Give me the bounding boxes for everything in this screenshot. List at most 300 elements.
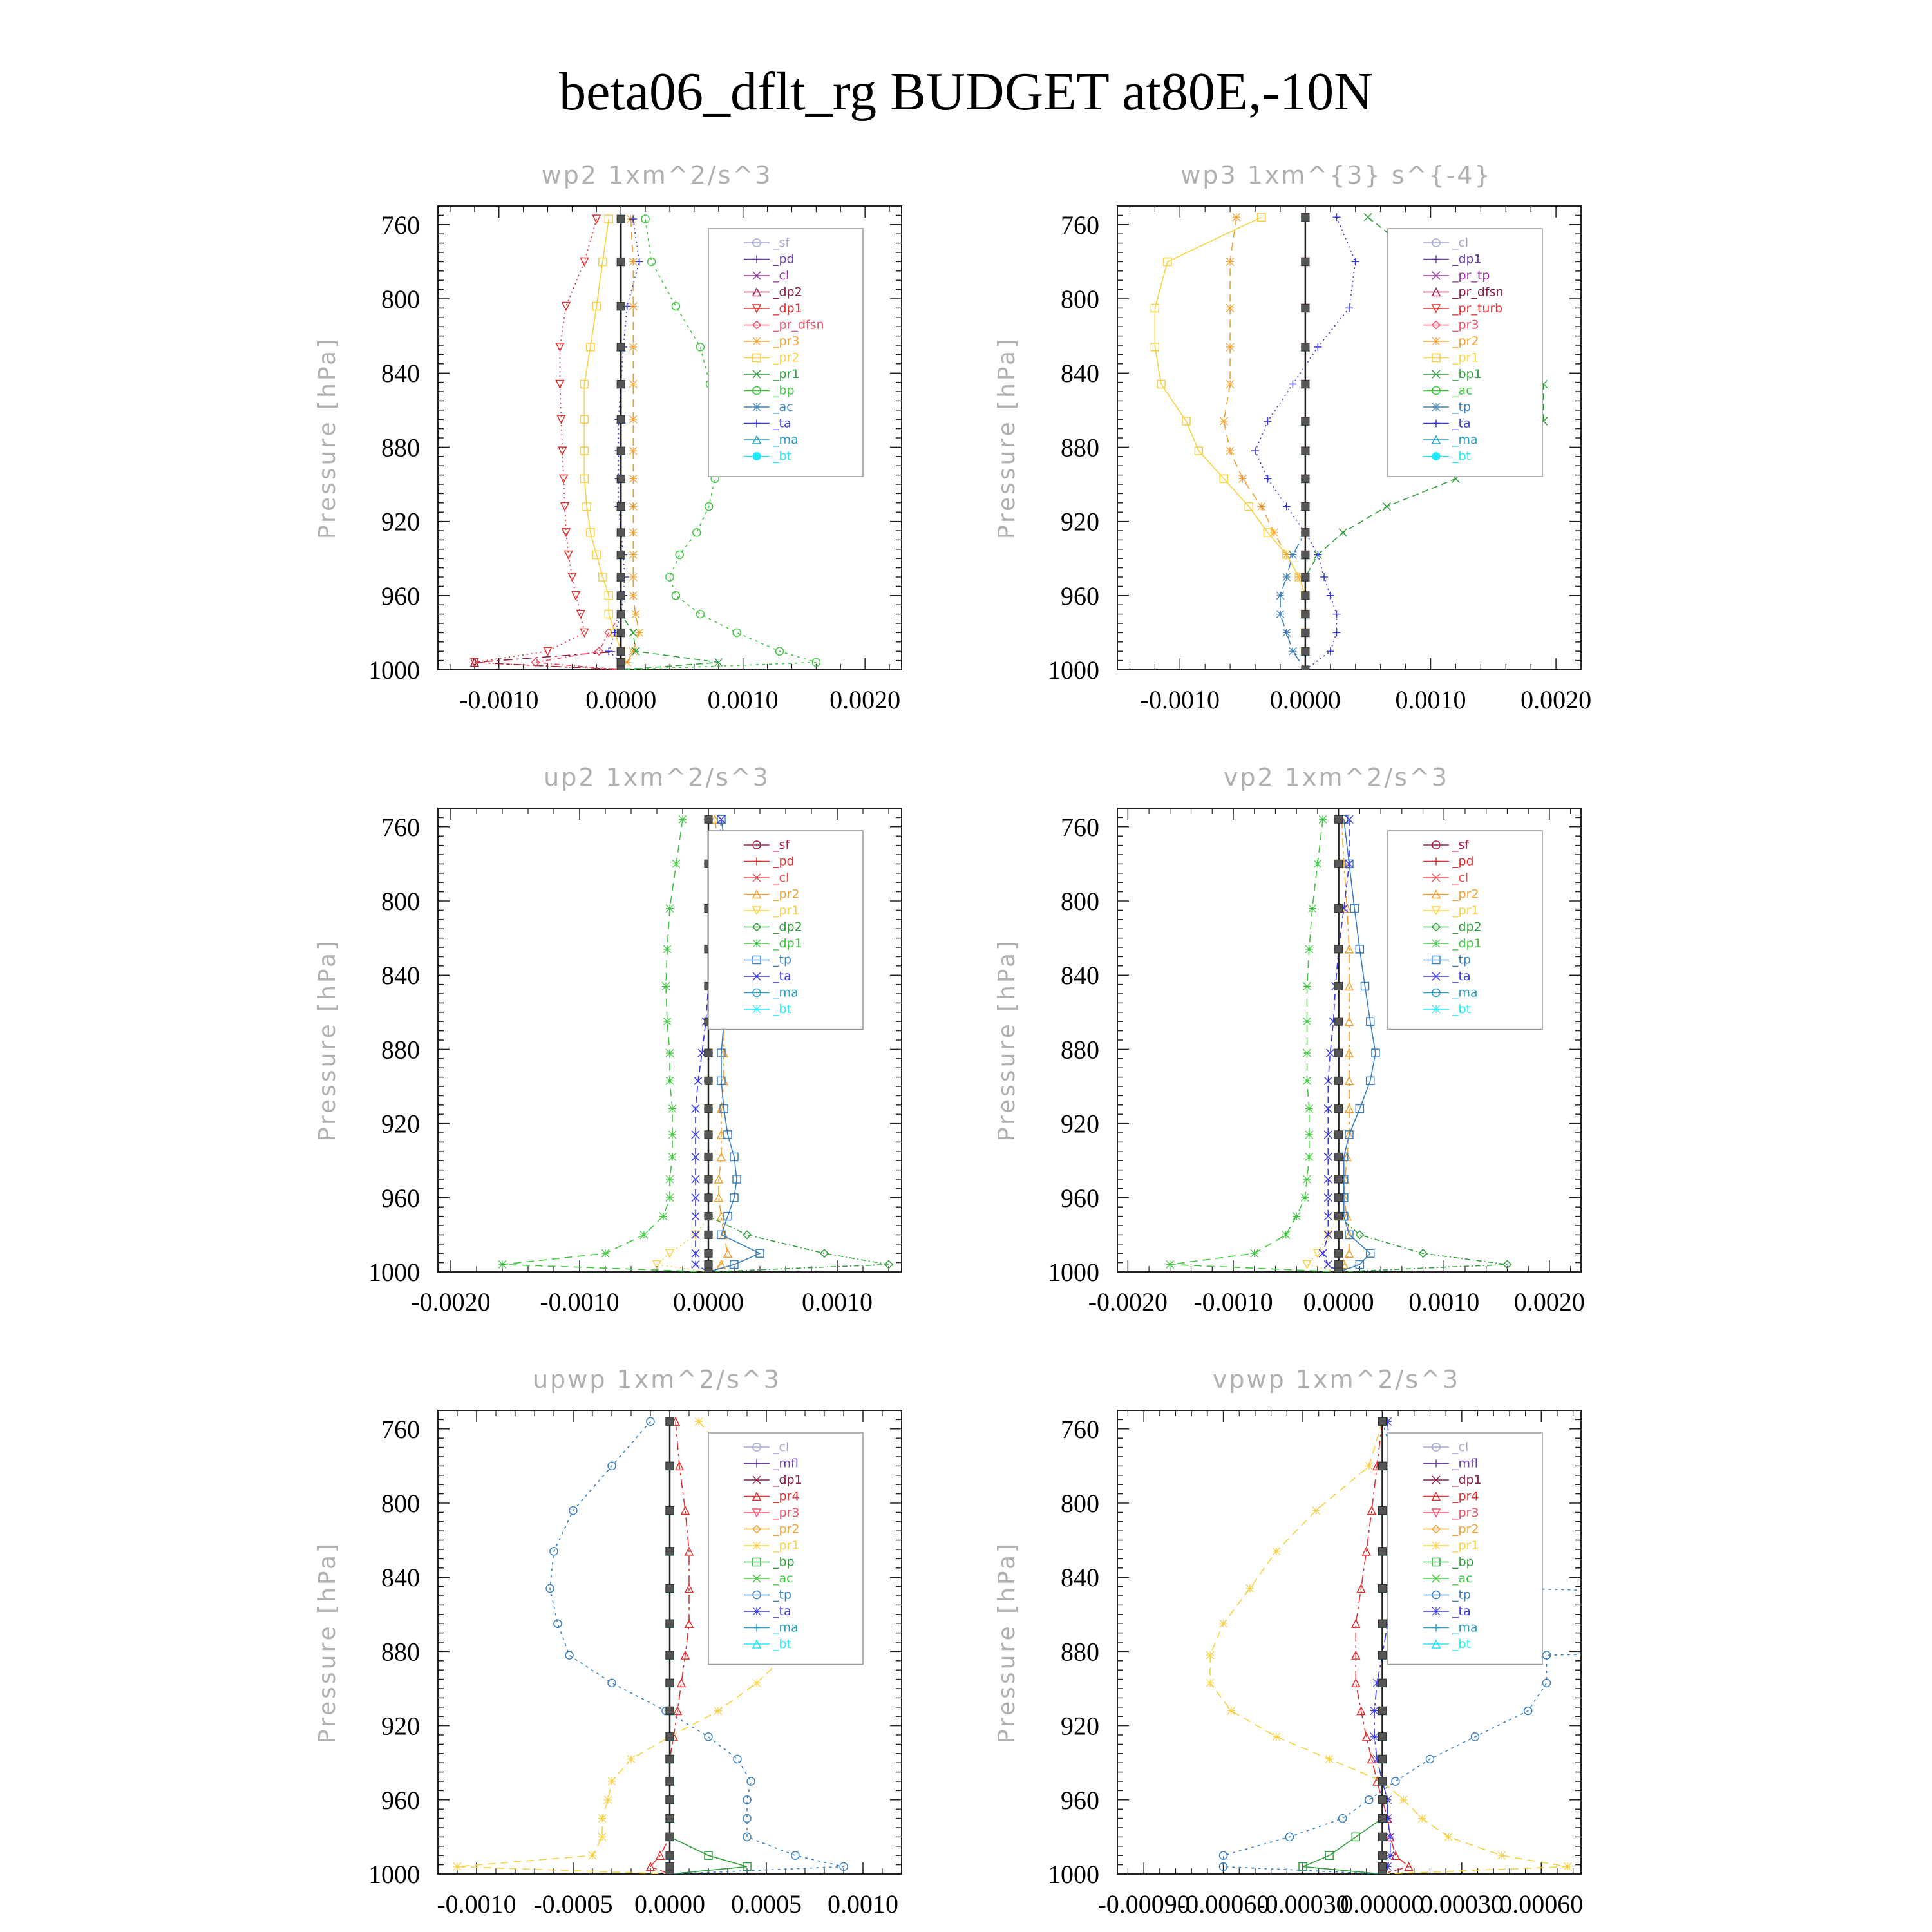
- x-tick-label: 0.0000: [634, 1889, 705, 1918]
- data-point: [672, 303, 679, 310]
- zero-line-marker: [666, 1417, 674, 1425]
- data-point: [1333, 213, 1341, 221]
- data-point: [453, 1862, 461, 1870]
- legend-label: _cl: [773, 269, 790, 283]
- zero-line-marker: [1302, 380, 1309, 388]
- legend-label: _dp2: [773, 285, 802, 299]
- zero-line-marker: [617, 573, 625, 581]
- y-tick-label: 1000: [1048, 656, 1099, 685]
- data-point: [1166, 1260, 1174, 1268]
- x-tick-label: 0.00060: [1499, 1889, 1584, 1918]
- data-point: [1283, 503, 1291, 511]
- zero-line-marker: [617, 611, 625, 618]
- data-point: [1227, 1707, 1235, 1715]
- zero-line-marker: [1378, 1707, 1386, 1715]
- data-point: [565, 1651, 573, 1659]
- y-axis-label: Pressure [hPa]: [314, 336, 341, 540]
- zero-line-marker: [1378, 1862, 1386, 1870]
- legend: [708, 831, 863, 1030]
- data-point: [1370, 1707, 1378, 1715]
- legend-label: _bp1: [1452, 367, 1482, 381]
- data-point: [1365, 1462, 1373, 1470]
- zero-line-marker: [666, 1852, 674, 1859]
- series-line-tp: [1224, 1421, 1932, 1874]
- zero-line-marker: [705, 1260, 712, 1268]
- zero-line-marker: [1302, 304, 1309, 312]
- y-tick-label: 800: [1061, 1489, 1099, 1518]
- legend-label: _ac: [1452, 383, 1473, 398]
- data-point: [1325, 1755, 1333, 1763]
- zero-line-marker: [666, 1733, 674, 1741]
- series-line-pr2: [584, 219, 621, 670]
- data-point: [1312, 1507, 1320, 1515]
- legend-marker: [1432, 940, 1440, 947]
- data-point: [629, 343, 637, 351]
- zero-line-marker: [1335, 1018, 1343, 1025]
- legend-label: _mfl: [773, 1456, 799, 1471]
- y-axis-label: Pressure [hPa]: [314, 938, 341, 1142]
- x-tick-label: 0.0010: [707, 685, 779, 714]
- x-tick-label: 0.0010: [802, 1287, 873, 1316]
- legend-label: _ta: [773, 969, 791, 983]
- legend-label: _bt: [773, 449, 792, 464]
- data-point: [715, 1175, 723, 1183]
- data-point: [714, 1707, 722, 1715]
- zero-line-marker: [617, 447, 625, 455]
- zero-line-marker: [1335, 1213, 1343, 1220]
- data-point: [647, 1417, 654, 1425]
- y-tick-label: 920: [381, 507, 420, 536]
- legend-label: _tp: [1452, 1587, 1472, 1602]
- panel-title: wp3 1xm^{3} s^{-4}: [1180, 161, 1492, 189]
- legend-label: _ma: [1452, 985, 1478, 1000]
- zero-line-marker: [666, 1862, 674, 1870]
- data-point: [629, 503, 637, 511]
- data-point: [668, 1131, 676, 1139]
- x-tick-label: 0.0000: [1269, 685, 1341, 714]
- y-tick-label: 880: [1061, 433, 1099, 462]
- panel-title: vp2 1xm^2/s^3: [1223, 763, 1450, 791]
- zero-line-marker: [1335, 905, 1343, 913]
- data-point: [662, 982, 670, 990]
- legend-label: _ta: [1452, 969, 1471, 983]
- data-point: [1319, 815, 1327, 823]
- data-point: [580, 258, 588, 265]
- legend-marker: [753, 1607, 761, 1615]
- data-point: [1364, 213, 1372, 221]
- y-tick-label: 880: [1061, 1035, 1099, 1065]
- data-point: [608, 1679, 616, 1687]
- data-point: [641, 215, 649, 223]
- zero-line-marker: [1335, 860, 1343, 867]
- zero-line-marker: [1335, 1105, 1343, 1113]
- data-point: [1339, 529, 1347, 536]
- legend-label: _bp: [773, 383, 795, 398]
- legend-marker: [1432, 1005, 1440, 1013]
- panel-5: [314, 1365, 902, 1918]
- legend-label: _pr1: [773, 904, 800, 918]
- panel-title: wp2 1xm^2/s^3: [541, 161, 773, 189]
- legend-label: _dp1: [1452, 252, 1482, 267]
- series-line-pr1: [657, 819, 708, 1272]
- y-tick-label: 920: [1061, 1109, 1099, 1139]
- legend-marker: [753, 940, 761, 947]
- x-tick-label: -0.0010: [1193, 1287, 1273, 1316]
- zero-line-marker: [1302, 343, 1309, 351]
- zero-line-marker: [1378, 1651, 1386, 1659]
- legend-label: _pr2: [1452, 1522, 1479, 1537]
- legend-label: _cl: [773, 871, 790, 885]
- data-point: [724, 1249, 732, 1257]
- panel-1: [314, 161, 902, 714]
- y-tick-label: 800: [381, 887, 420, 916]
- zero-line-marker: [705, 1231, 712, 1238]
- data-point: [1273, 1548, 1280, 1555]
- zero-line-marker: [666, 1815, 674, 1823]
- data-point: [629, 573, 637, 581]
- zero-line-marker: [705, 1131, 712, 1139]
- data-point: [1289, 647, 1296, 655]
- zero-line-marker: [666, 1796, 674, 1804]
- y-axis-label: Pressure [hPa]: [314, 1540, 341, 1744]
- legend-marker: [1432, 453, 1440, 460]
- legend-marker: [1432, 1542, 1440, 1549]
- legend-label: _pr1: [1452, 904, 1479, 918]
- x-tick-label: -0.00030: [1256, 1889, 1349, 1918]
- zero-line-marker: [1335, 945, 1343, 953]
- y-tick-label: 840: [1061, 359, 1099, 388]
- legend-marker: [753, 453, 761, 460]
- legend-label: _cl: [1452, 1440, 1469, 1454]
- y-tick-label: 960: [1061, 1183, 1099, 1213]
- data-point: [668, 1153, 676, 1160]
- zero-line-marker: [666, 1584, 674, 1592]
- y-tick-label: 960: [1061, 1785, 1099, 1815]
- x-tick-label: 0.0010: [828, 1889, 898, 1918]
- x-tick-label: 0.0020: [1513, 1287, 1585, 1316]
- zero-line-marker: [1335, 1231, 1343, 1238]
- y-tick-label: 760: [1061, 812, 1099, 842]
- data-point: [734, 1755, 741, 1763]
- legend-marker: [753, 1542, 761, 1549]
- data-point: [629, 475, 637, 482]
- zero-line-marker: [705, 1213, 712, 1220]
- data-point: [629, 529, 637, 536]
- data-point: [1305, 1131, 1313, 1139]
- series-line-ta: [609, 219, 639, 670]
- series-line-bp: [1303, 1421, 1382, 1874]
- data-point: [1418, 1815, 1426, 1823]
- legend-label: _ac: [773, 1571, 793, 1586]
- x-tick-label: 0.0000: [673, 1287, 744, 1316]
- y-tick-label: 920: [1061, 507, 1099, 536]
- legend-label: _ac: [773, 400, 793, 414]
- data-point: [695, 1417, 703, 1425]
- zero-line-marker: [617, 503, 625, 511]
- zero-line-marker: [1302, 592, 1309, 600]
- data-point: [1303, 1077, 1311, 1084]
- legend-label: _dp2: [1452, 920, 1482, 934]
- zero-line-marker: [1378, 1755, 1386, 1763]
- data-point: [668, 1105, 676, 1113]
- y-tick-label: 800: [1061, 285, 1099, 314]
- zero-line-marker: [1335, 1077, 1343, 1084]
- legend-label: _pr_tp: [1452, 269, 1490, 283]
- panel-title: vpwp 1xm^2/s^3: [1212, 1365, 1461, 1394]
- y-tick-label: 760: [381, 1414, 420, 1444]
- zero-line-marker: [1302, 529, 1309, 536]
- data-point: [632, 611, 639, 618]
- zero-line-marker: [617, 258, 625, 265]
- zero-line-marker: [1302, 503, 1309, 511]
- x-tick-label: 0.00000: [1340, 1889, 1425, 1918]
- legend-label: _cl: [773, 1440, 790, 1454]
- data-point: [598, 1833, 606, 1841]
- legend-label: _pd: [773, 252, 795, 267]
- zero-line-marker: [617, 529, 625, 536]
- legend-label: _pr_dfsn: [773, 317, 824, 332]
- zero-line-marker: [666, 1507, 674, 1515]
- data-point: [1206, 1679, 1214, 1687]
- series-line-pr1: [1307, 819, 1339, 1272]
- zero-line-marker: [1378, 1507, 1386, 1515]
- data-point: [1498, 1852, 1506, 1859]
- data-point: [1258, 503, 1265, 511]
- x-tick-label: 0.00030: [1419, 1889, 1504, 1918]
- zero-line-marker: [1335, 1153, 1343, 1160]
- data-point: [1305, 945, 1313, 953]
- legend-label: _bt: [773, 1637, 792, 1651]
- data-point: [1303, 1175, 1311, 1183]
- legend-marker: [1432, 1607, 1440, 1615]
- data-point: [696, 343, 704, 351]
- data-point: [598, 1815, 606, 1823]
- x-tick-label: -0.0010: [437, 1889, 516, 1918]
- legend-label: _pr4: [1452, 1489, 1479, 1504]
- data-point: [679, 815, 687, 823]
- zero-line-marker: [1302, 629, 1309, 636]
- data-point: [1303, 982, 1311, 990]
- panel-title: up2 1xm^2/s^3: [544, 763, 770, 791]
- legend-marker: [753, 1005, 761, 1013]
- data-point: [666, 1194, 674, 1202]
- data-point: [1226, 304, 1234, 312]
- data-point: [629, 551, 637, 558]
- data-point: [1276, 592, 1284, 600]
- legend-label: _mfl: [1452, 1456, 1478, 1471]
- zero-line-marker: [1335, 1268, 1343, 1276]
- x-tick-label: 0.0010: [1408, 1287, 1480, 1316]
- legend-label: _dp1: [773, 936, 802, 951]
- zero-line-marker: [1378, 1733, 1386, 1741]
- legend: [1388, 1433, 1542, 1665]
- data-point: [1239, 475, 1247, 482]
- data-point: [1226, 258, 1234, 265]
- legend-label: _ma: [1452, 433, 1478, 447]
- data-point: [1543, 1679, 1551, 1687]
- zero-line-marker: [1335, 815, 1343, 823]
- zero-line-marker: [666, 1462, 674, 1470]
- data-point: [1564, 1862, 1571, 1870]
- zero-line-marker: [1335, 1131, 1343, 1139]
- legend-label: _tp: [773, 1587, 792, 1602]
- zero-line-marker: [1335, 1175, 1343, 1183]
- zero-line-marker: [666, 1620, 674, 1627]
- zero-line-marker: [1378, 1679, 1386, 1687]
- zero-line-marker: [1335, 1194, 1343, 1202]
- legend: [1388, 229, 1542, 477]
- zero-line-marker: [1335, 1249, 1343, 1257]
- zero-line-marker: [1302, 447, 1309, 455]
- zero-line-marker: [617, 343, 625, 351]
- zero-line-marker: [705, 1077, 712, 1084]
- zero-line-marker: [1302, 573, 1309, 581]
- series-line-dp1: [1170, 819, 1339, 1272]
- data-point: [1206, 1651, 1214, 1659]
- data-point: [605, 647, 612, 655]
- data-point: [629, 592, 637, 600]
- legend-label: _dp1: [773, 301, 802, 316]
- data-point: [753, 1679, 761, 1687]
- data-point: [666, 1175, 674, 1183]
- legend-label: _ma: [773, 985, 799, 1000]
- data-point: [1303, 1049, 1311, 1057]
- data-point: [1220, 417, 1227, 425]
- data-point: [629, 447, 637, 455]
- y-tick-label: 960: [381, 1183, 420, 1213]
- zero-line-marker: [666, 1679, 674, 1687]
- data-point: [672, 860, 680, 867]
- zero-line-marker: [1302, 475, 1309, 482]
- data-point: [608, 1777, 616, 1785]
- y-tick-label: 1000: [368, 1258, 420, 1287]
- zero-line-marker: [1302, 213, 1309, 221]
- legend-label: _pr1: [1452, 350, 1479, 365]
- y-tick-label: 1000: [368, 1860, 420, 1889]
- y-tick-label: 760: [381, 210, 420, 240]
- legend-label: _cl: [1452, 236, 1469, 250]
- legend-label: _ta: [1452, 1604, 1471, 1618]
- y-tick-label: 840: [381, 359, 420, 388]
- data-point: [1251, 447, 1259, 455]
- legend-label: _tp: [1452, 952, 1472, 967]
- y-tick-label: 960: [381, 581, 420, 611]
- data-point: [1327, 592, 1334, 600]
- zero-line-marker: [666, 1833, 674, 1841]
- zero-line-marker: [617, 215, 625, 223]
- zero-line-marker: [1378, 1548, 1386, 1555]
- data-point: [666, 1049, 674, 1057]
- data-point: [672, 592, 679, 600]
- data-point: [791, 1852, 799, 1859]
- zero-line-marker: [1302, 258, 1309, 265]
- data-point: [1226, 447, 1234, 455]
- data-point: [1314, 343, 1321, 351]
- data-point: [1282, 1231, 1290, 1238]
- y-tick-label: 880: [381, 1637, 420, 1667]
- panel-title: upwp 1xm^2/s^3: [533, 1365, 781, 1394]
- series-line-tp: [1280, 217, 1305, 670]
- legend-label: _pr2: [773, 887, 800, 902]
- legend-label: _pr_dfsn: [1452, 285, 1504, 299]
- legend-label: _bp: [773, 1555, 795, 1569]
- zero-line-marker: [617, 380, 625, 388]
- y-tick-label: 800: [381, 285, 420, 314]
- zero-line-marker: [705, 1153, 712, 1160]
- series-line-pr_dfsn: [536, 219, 621, 670]
- zero-line-marker: [1302, 417, 1309, 425]
- data-point: [554, 1620, 562, 1627]
- zero-line-marker: [1335, 1049, 1343, 1057]
- data-point: [666, 905, 674, 913]
- data-point: [592, 215, 600, 223]
- data-point: [1301, 1194, 1309, 1202]
- data-point: [1352, 258, 1359, 265]
- legend-label: _ma: [773, 433, 799, 447]
- y-tick-label: 880: [381, 433, 420, 462]
- legend-marker: [753, 403, 761, 411]
- zero-line-marker: [666, 1777, 674, 1785]
- data-point: [1220, 1620, 1227, 1627]
- data-point: [589, 1852, 596, 1859]
- zero-line-marker: [617, 592, 625, 600]
- data-point: [1289, 551, 1296, 558]
- zero-line-marker: [1302, 647, 1309, 655]
- legend-label: _bt: [1452, 449, 1472, 464]
- y-axis-label: Pressure [hPa]: [994, 1540, 1020, 1744]
- data-point: [1283, 629, 1291, 636]
- y-tick-label: 840: [381, 961, 420, 990]
- data-point: [1305, 1153, 1313, 1160]
- legend-label: _ma: [773, 1620, 799, 1635]
- x-tick-label: 0.0000: [1303, 1287, 1374, 1316]
- x-tick-label: -0.0020: [1088, 1287, 1168, 1316]
- y-tick-label: 760: [1061, 1414, 1099, 1444]
- x-tick-label: 0.0020: [1520, 685, 1592, 714]
- data-point: [1226, 380, 1234, 388]
- data-point: [1387, 1833, 1394, 1841]
- y-tick-label: 840: [381, 1563, 420, 1593]
- y-tick-label: 1000: [368, 656, 420, 685]
- zero-line-marker: [705, 1105, 712, 1113]
- zero-line-marker: [617, 647, 625, 655]
- legend-marker: [1432, 403, 1440, 411]
- legend: [708, 229, 863, 477]
- series-line-pr1: [621, 219, 719, 670]
- legend-label: _pr3: [1452, 1506, 1479, 1520]
- data-point: [1293, 1213, 1300, 1220]
- zero-line-marker: [617, 629, 625, 636]
- zero-line-marker: [617, 415, 625, 423]
- zero-line-marker: [1378, 1870, 1386, 1878]
- legend-label: _sf: [773, 838, 790, 852]
- data-point: [627, 1755, 635, 1763]
- x-tick-label: -0.00060: [1177, 1889, 1270, 1918]
- data-point: [1333, 629, 1341, 636]
- data-point: [1226, 343, 1234, 351]
- x-tick-label: -0.0020: [411, 1287, 491, 1316]
- panel-2: [994, 161, 1591, 714]
- data-point: [1319, 1249, 1327, 1257]
- data-point: [1370, 1733, 1378, 1741]
- data-point: [1233, 213, 1240, 221]
- panel-6: [994, 1365, 1932, 1918]
- data-point: [1345, 304, 1353, 312]
- data-point: [498, 1260, 506, 1268]
- data-point: [1303, 1018, 1311, 1025]
- legend-marker: [1432, 337, 1440, 345]
- zero-line-marker: [666, 1707, 674, 1715]
